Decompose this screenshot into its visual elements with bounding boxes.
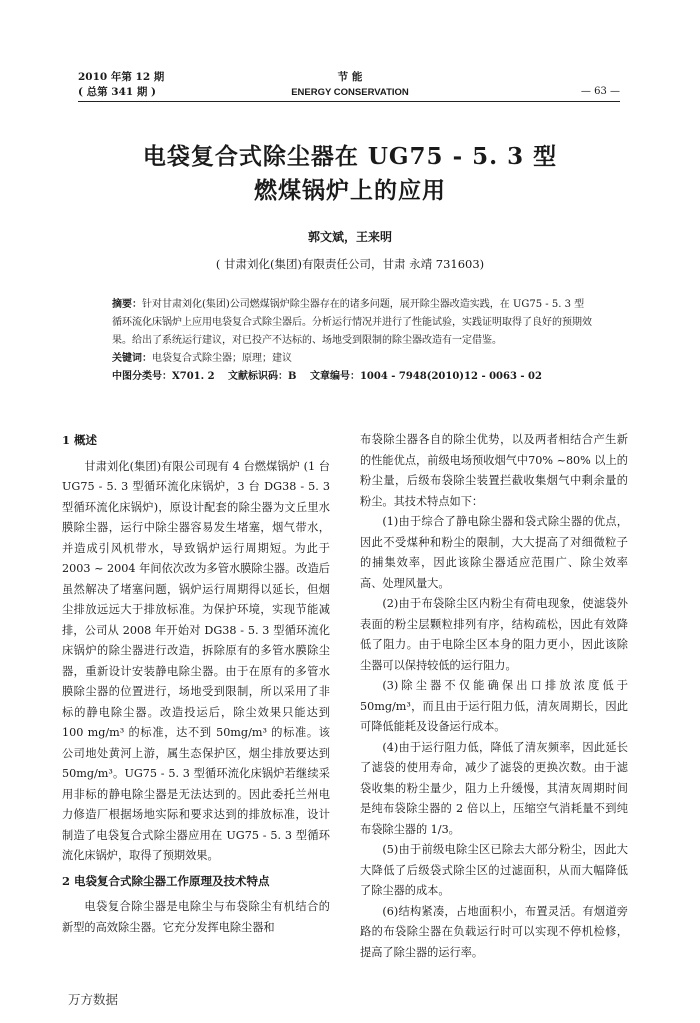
keywords-label: 关键词： [112, 353, 152, 364]
feature-item-4: (4)由于运行阻力低，降低了清灰频率，因此延长了滤袋的使用寿命，减少了滤袋的更换次数。由于滤袋收集的粉尘量少，阻力上升缓慢，其清灰周期时间是纯布袋除尘器的 2 倍以上，压缩空气消耗量不到纯布袋除尘器的 1/3。 [360, 740, 628, 836]
section-1-heading: 1 概述 [62, 433, 98, 447]
feature-item-6: (6)结构紧凑，占地面积小，布置灵活。有烟道旁路的布袋除尘器在负载运行时可以实现不停机检修，提高了除尘器的运行率。 [360, 904, 628, 959]
abstract-text: 针对甘肃刘化(集团)公司燃煤锅炉除尘器存在的诸多问题，展开除尘器改造实践，在 UG75 - 5. 3 型循环流化床锅炉上应用电袋复合式除尘器后。分析运行情况并进行了性能试验，实践证明取得了良好的预期效果。给出了系统运行建议，对已投产不达标的、场地受到限制的除尘器改造有一定借鉴。 [112, 299, 592, 346]
section-2-paragraph: 电袋复合除尘器是电除尘与布袋除尘有机结合的新型的高效除尘器。它充分发挥电除尘器和 [62, 900, 330, 934]
total-issue: ( 总第 341 期 ) [78, 86, 156, 98]
feature-item-1: (1)由于综合了静电除尘器和袋式除尘器的优点，因此不受煤种和粉尘的限制，大大提高了对细微粒子的捕集效率，因此该除尘器适应范围广、除尘效率高、处理风量大。 [360, 515, 628, 590]
feature-item-3: (3)除尘器不仅能确保出口排放浓度低于 50mg/m³，而且由于运行阻力低，清灰周期长，因此可降低能耗及设备运行成本。 [360, 679, 628, 733]
left-column [62, 430, 330, 938]
journal-name-cn: 节 能 [337, 71, 363, 83]
feature-item-2: (2)由于布袋除尘区内粉尘有荷电现象，使滤袋外表面的粉尘层颗粒排列有序，结构疏松，因此有效降低了阻力。由于电除尘区本身的阻力更小，因此该除尘器可以保持较低的运行阻力。 [360, 597, 628, 672]
abstract [112, 296, 592, 350]
abstract-label: 摘要： [112, 299, 142, 310]
title-line-1: 电袋复合式除尘器在 UG75 - 5. 3 型 [142, 143, 558, 170]
right-column [360, 430, 628, 963]
article-title [0, 140, 700, 208]
authors: 郭文斌，王来明 [307, 230, 392, 244]
keywords [112, 350, 592, 368]
abstract-block [112, 296, 592, 386]
section-2-paragraph-continued: 布袋除尘器各自的除尘优势，以及两者相结合产生新的性能优点，前级电场预收烟气中70% ~80% 以上的粉尘量，后级布袋除尘装置拦截收集烟气中剩余量的粉尘。其技术特点如下： [360, 433, 628, 508]
feature-item-5: (5)由于前级电除尘区已除去大部分粉尘，因此大大降低了后级袋式除尘区的过滤面积，从而大幅降低了除尘器的成本。 [360, 843, 628, 897]
classification-line [112, 368, 592, 386]
keywords-text: 电袋复合式除尘器；原理；建议 [152, 353, 292, 364]
affiliation: ( 甘肃刘化(集团)有限责任公司，甘肃 永靖 731603) [215, 257, 485, 271]
page-number: — 63 — [580, 86, 620, 97]
issue-number: 2010 年第 12 期 [78, 71, 165, 83]
journal-name-en: ENERGY CONSERVATION [291, 87, 409, 98]
watermark: 万方数据 [68, 992, 119, 1007]
title-line-2: 燃煤锅炉上的应用 [254, 177, 446, 204]
classification-text: 中图分类号：X701. 2 文献标识码：B 文章编号：1004 - 7948(2010)12 - 0063 - 02 [112, 371, 542, 382]
section-2-heading: 2 电袋复合式除尘器工作原理及技术特点 [62, 873, 270, 888]
section-1-paragraph: 甘肃刘化(集团)有限公司现有 4 台燃煤锅炉 (1 台 UG75 - 5. 3 型循环流化床锅炉，3 台 DG38 - 5. 3 型循环流化床锅炉)，原设计配套的除尘器为文丘里水膜除尘器，运行中除尘器容易发生堵塞，烟气带水，并造成引风机带水，导致锅炉运行周期短。为此于 2003 ~ 2004 年间依次改为多管水膜除尘器。改造后虽然解决了堵塞问题，锅炉运行周期得以延长，但烟尘排放远远大于排放标准。为保护环境，实现节能减排，公司从 2008 年开始对 DG38 - 5. 3 型循环流化床锅炉的除尘器进行改造，拆除原有的多管水膜除尘器，重新设计安装静电除尘器。由于在原有的多管水膜除尘器的位置进行，场地受到限制，所以采用了非标的静电除尘器。改造投运后，除尘效果只能达到 100 mg/m³ 的标准，达不到 50mg/m³ 的标准。该公司地处黄河上游，属生态保护区，烟尘排放要达到50mg/m³。UG75 - 5. 3 型循环流化床锅炉若继续采用非标的静电除尘器是无法达到的。因此委托兰州电力修造厂根据场地实际和要求达到的排放标准，设计制造了电袋复合式除尘器应用在 UG75 - 5. 3 型循环流化床锅炉，取得了预期效果。 [62, 459, 330, 862]
header-divider [78, 101, 620, 102]
